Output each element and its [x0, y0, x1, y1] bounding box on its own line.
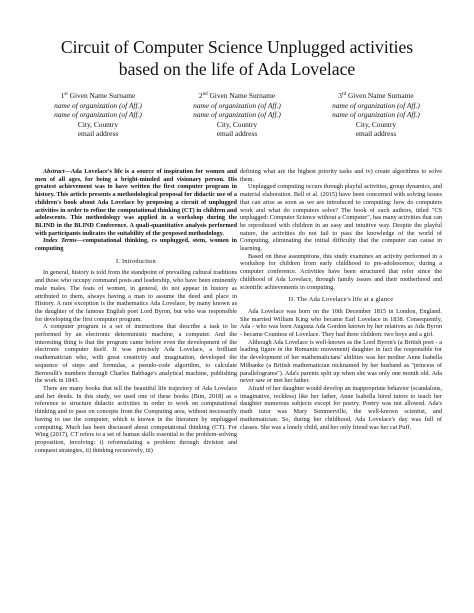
- author-org: name of organization (of Aff.): [332, 110, 420, 120]
- author-ordinal-suffix: rd: [341, 92, 347, 97]
- body-paragraph: Although Ada Lovelace is well-known as the Lord Byron's (a British poet - a leading figure in the Romantic movement) daughter in fact the responsible for the development of her mathematicians' abilities was her mother Anne Isabella Milbanke (a British mathematician nicknamed by her husband as "princess of parallelograms"). Ada's parents split up when she was only one month old. Ada never saw or met her father.: [240, 338, 442, 385]
- author-email: email address: [355, 129, 397, 139]
- author-dept: name of organization (of Aff.): [193, 100, 281, 110]
- author-org: name of organization (of Aff.): [54, 110, 142, 120]
- body-paragraph: Afraid of her daughter would develop an inappropriate behavior (scandalous, imaginative, reckless) like her father, Anne Isabella hired tutors to teach her daughter numerous subjects except for poetry. Poetry was not allowed. Ada's math tutor was Mary Sommerville, the well-known scientist, and mathematician. So, during her childhood, Ada Lovelace's day was full of classes. She was a lonely child, and her only friend was her cat Puff.: [240, 384, 442, 431]
- author-org: name of organization (of Aff.): [193, 110, 281, 120]
- author-block: [34, 91, 440, 139]
- author-1: [34, 91, 162, 139]
- left-column: [35, 168, 237, 454]
- abstract-text: —Ada Lovelace's life is a source of inspiration for women and men of all ages, for being a bright-minded and visionary person. His greatest achievement was to have written the first computer program in history. This article presents a methodological proposal for didactic use of a children's book about Ada Lovelace by proposing a circuit of unplugged activities in order to refine the computational thinking (CT) in children and adolescents. This methodology was applied in a workshop during the BLIND in the BLIND Conference. A quali-quantitative analysis performed with participants indicates the suitability of the proposed methodology.: [35, 168, 237, 237]
- author-email: email address: [216, 129, 258, 139]
- index-terms: [35, 237, 237, 252]
- author-dept: name of organization (of Aff.): [54, 100, 142, 110]
- title-line-2: based on the life of Ada Lovelace: [118, 59, 356, 79]
- index-terms-text: —computational thinking, cs unplugged, stem, women in computing: [35, 237, 237, 253]
- index-terms-label: Index Terms: [43, 237, 77, 245]
- author-city: City, Country: [77, 119, 119, 129]
- body-paragraph: defining what are the highest priority tasks and iv) create algorithms to solve them.: [240, 168, 442, 183]
- body-paragraph: Unplugged computing occurs through playful activities, group dynamics, and material elaboration. Bell et al. (2015) have been concerned with solving issues that can arise as soon as we are introduced to computing: how do computers work and what do computers solve? The book of such authors, titled "CS unplugged: Computer Science without a Computer", has many activities that can be reproduced with children in an easy and intuitive way. Despite the playful nature, the activities do not fail to pass the knowledge of the world of Computing, eliminating the initial difficulty that the computer can cause in learning.: [240, 183, 442, 253]
- author-ordinal-suffix: st: [64, 92, 68, 97]
- paper-title: [20, 36, 454, 80]
- abstract-label: Abstract: [43, 168, 65, 175]
- body-paragraph: In general, history is told from the standpoint of prevailing cultural traditions and those who occupy command posts and leadership, who have been eminently male males. The feats of women, in general, do not appear in history as attributed to them, always having a man to assume the deed and place in History. A rare exception is the mathematics Ada Lovelace, by many known as the daughter of the famous English poet Lord Byron, but who was responsible for developing the first computer program.: [35, 269, 237, 323]
- author-ordinal: 2: [198, 91, 203, 100]
- section-heading-ada-life: II. The Ada Lovelace's life at a glance: [288, 296, 394, 304]
- author-city: City, Country: [355, 119, 397, 129]
- author-2: [173, 91, 301, 139]
- abstract: [35, 168, 237, 237]
- title-line-1: Circuit of Computer Science Unplugged activities: [60, 37, 414, 57]
- body-paragraph: Ada Lovelace was born on the 10th December 1815 in London, England. She married William King who became Earl Lovelace in 1838. Consequently, Ada - who was born Augusta Ada Gordon known by her relatives as Ada Byron - became Countess of Lovelace. They had three children: two boys and a girl.: [240, 307, 442, 339]
- author-name: Given Name Surname: [209, 91, 276, 100]
- author-dept: name of organization (of Aff.): [332, 100, 420, 110]
- body-paragraph: A computer program is a set of instructions that describe a task to be performed by an electronic deterministic machine, a computer. And the interesting thing is that the program came before even the development of the electronic computer itself. It was precisely Ada Lovelace, a brilliant mathematician who, with great creativity and imagination, developed the sequence of steps and formulas, a pseudo-code algorithm, to calculate Bernoulli's numbers through Charles Babbage's analytical machine, publishing the work in 1843.: [35, 323, 237, 385]
- author-ordinal-suffix: nd: [202, 92, 208, 97]
- body-paragraph: Based on these assumptions, this study examines an activity performed in a workshop for children from early childhood to pre-adolescence, during a computer conference. Activities have been structured that refer since the childhood of Ada Lovelace, through family issues and their motherhood and scientific achievements in computing.: [240, 252, 442, 291]
- author-name: Given Name Surname: [69, 91, 136, 100]
- author-ordinal: 1: [60, 91, 65, 100]
- author-name: Given Name Surname: [348, 91, 414, 100]
- author-3: [312, 91, 440, 139]
- right-column: [240, 168, 442, 431]
- section-heading-introduction: I. Introduction: [116, 257, 156, 265]
- body-paragraph: There are many books that tell the beautiful life trajectory of Ada Lovelace and her deeds. In this study, we used one of these books (Bim, 2018) as a reference to structure didactic activities in order to work on computational thinking and to pass on concepts from the Computing area, without necessarily having to use the computer, which is known in the literature by unplugged computing. Much has been discussed about computational thinking (CT). For Wing (2017), CT refers to a set of human skills essential to the problem-solving proposition, involving: i) reformulating a problem through division and conquest strategies, ii) thinking recursively, iii): [35, 384, 237, 454]
- author-ordinal: 3: [338, 91, 342, 100]
- author-city: City, Country: [216, 119, 258, 129]
- author-email: email address: [77, 129, 119, 139]
